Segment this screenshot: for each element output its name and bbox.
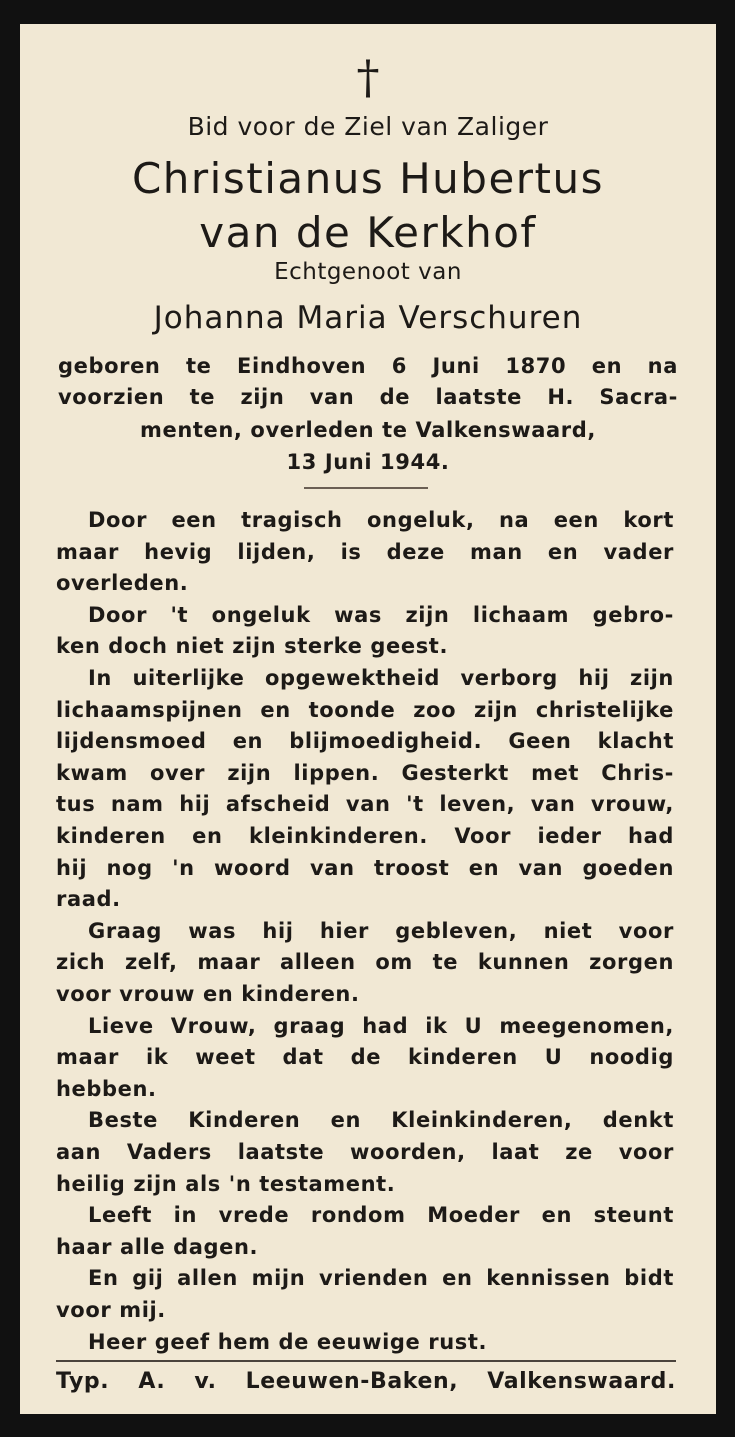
text-line: hebben.	[56, 1076, 157, 1101]
text-line: Graag was hij hier gebleven, niet voor	[88, 918, 674, 943]
printer-credit: Typ. A. v. Leeuwen-Baken, Valkenswaard.	[56, 1369, 676, 1394]
text-line: voor vrouw en kinderen.	[56, 982, 360, 1006]
text-line: ken doch niet zijn sterke geest.	[56, 634, 449, 659]
text-line: lichaamspijnen en toonde zoo zijn christelijke	[56, 697, 674, 722]
text-line: Door 't ongeluk was zijn lichaam gebro-	[88, 602, 674, 627]
memorial-card	[20, 24, 716, 1414]
deceased-name-line2: van de Kerkhof	[199, 208, 537, 257]
text-line: haar alle dagen.	[56, 1234, 259, 1259]
bio-line: 13 Juni 1944.	[286, 450, 450, 474]
bio-line: menten, overleden te Valkenswaard,	[140, 418, 596, 442]
bio-line: voorzien te zijn van de laatste H. Sacra-	[58, 385, 678, 409]
text-line: maar hevig lijden, is deze man en vader	[56, 539, 674, 564]
text-line: zich zelf, maar alleen om te kunnen zorgen	[56, 950, 674, 975]
bio-line: geboren te Eindhoven 6 Juni 1870 en na	[58, 354, 678, 378]
text-line: hij nog 'n woord van troost en van goeden	[56, 855, 674, 880]
cross-icon: †	[356, 50, 380, 104]
text-line: In uiterlijke opgewektheid verborg hij zijn	[88, 666, 674, 690]
text-line: Leeft in vrede rondom Moeder en steunt	[88, 1203, 674, 1228]
text-line: overleden.	[56, 571, 189, 596]
text-line: raad.	[56, 887, 121, 912]
footer-divider	[56, 1360, 676, 1362]
text-line: En gij allen mijn vrienden en kennissen bidt	[88, 1266, 674, 1291]
deceased-name-line1: Christianus Hubertus	[131, 154, 605, 203]
text-line: voor mij.	[56, 1298, 166, 1322]
text-line: Beste Kinderen en Kleinkinderen, denkt	[88, 1108, 674, 1133]
text-line: Door een tragisch ongeluk, na een kort	[88, 508, 674, 532]
spouse-name: Johanna Maria Verschuren	[153, 300, 583, 336]
text-line: Lieve Vrouw, graag had ik U meegenomen,	[88, 1013, 674, 1038]
text-line: kwam over zijn lippen. Gesterkt met Chris-	[56, 760, 674, 785]
text-line: aan Vaders laatste woorden, laat ze voor	[56, 1140, 674, 1164]
text-line: tus nam hij afscheid van 't leven, van vrouw,	[56, 792, 674, 817]
text-line: kinderen en kleinkinderen. Voor ieder had	[56, 824, 674, 848]
divider	[304, 487, 428, 489]
text-line: Heer geef hem de eeuwige rust.	[88, 1329, 488, 1354]
spouse-intro: Echtgenoot van	[274, 259, 462, 285]
text-line: heilig zijn als 'n testament.	[56, 1171, 396, 1196]
text-line: maar ik weet dat de kinderen U noodig	[56, 1045, 674, 1070]
prayer-heading: Bid voor de Ziel van Zaliger	[187, 112, 549, 141]
text-line: lijdensmoed en blijmoedigheid. Geen klacht	[56, 729, 674, 754]
